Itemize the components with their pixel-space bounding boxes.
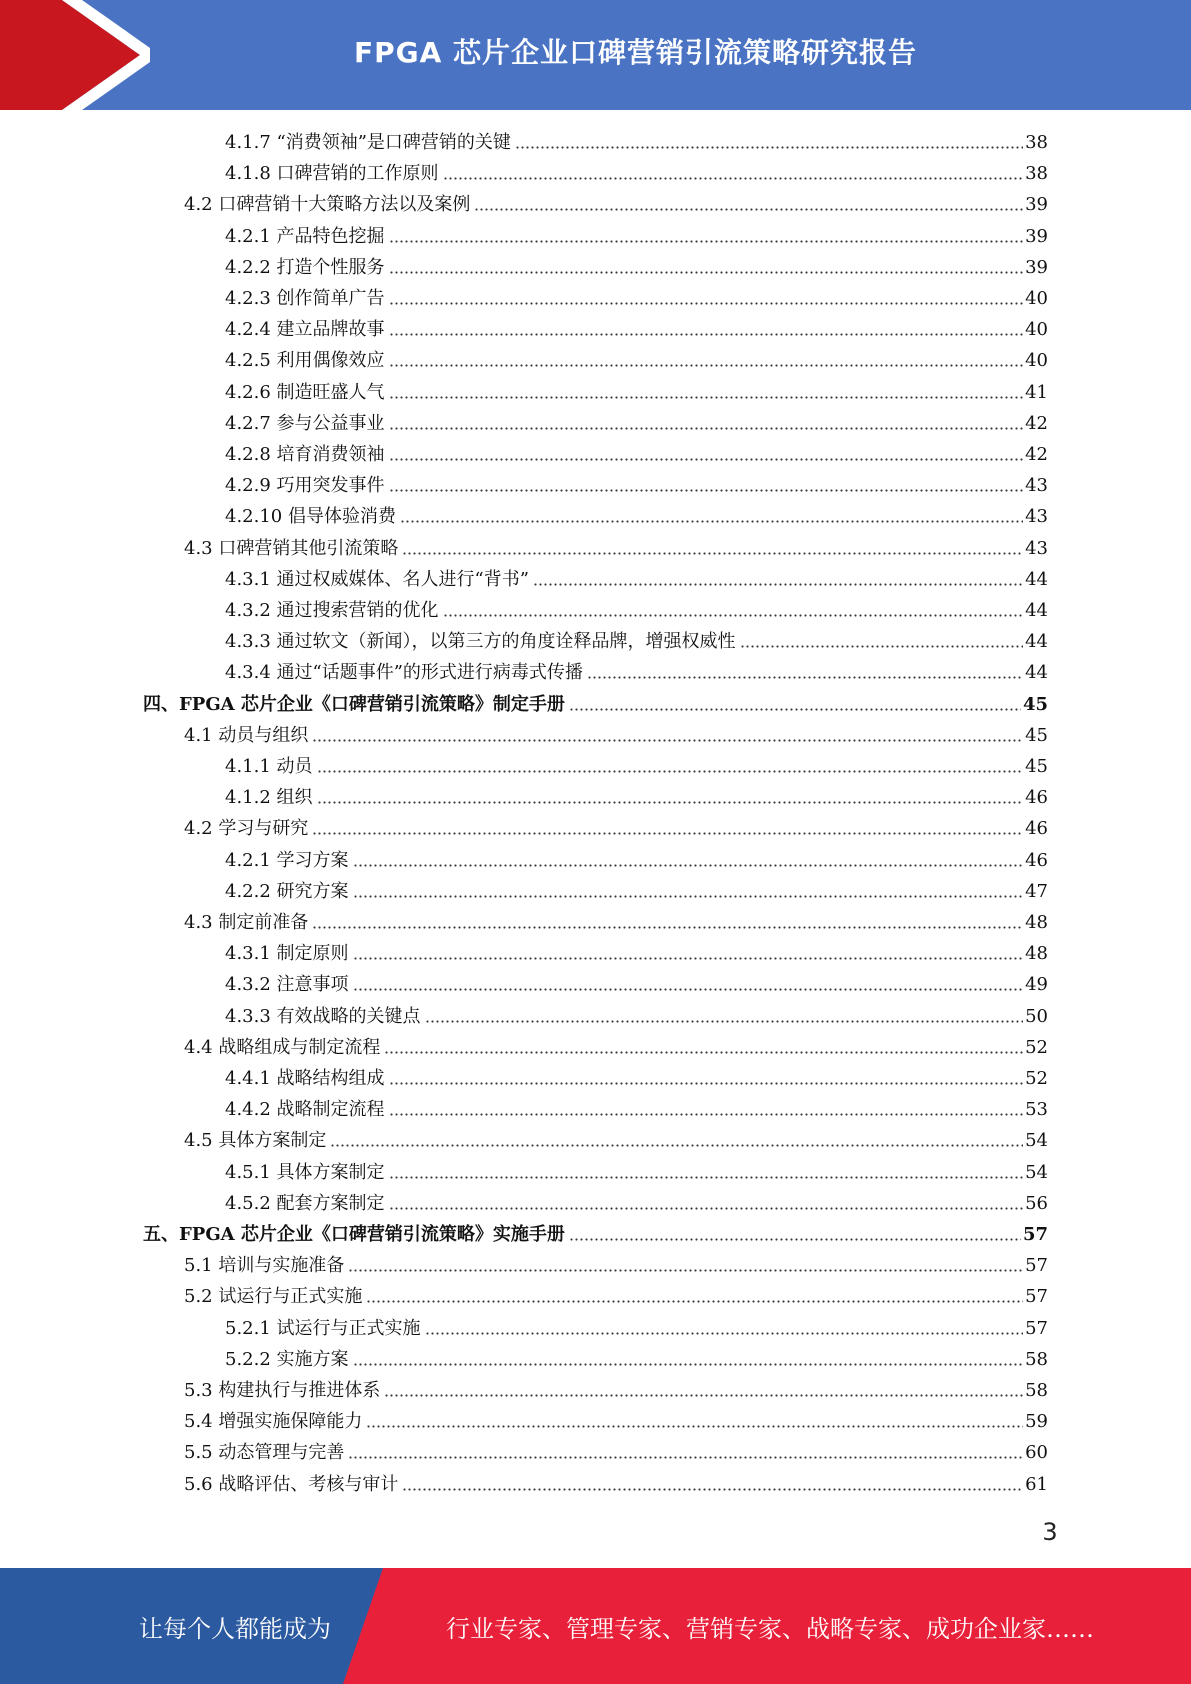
toc-entry-label: 4.5.1 具体方案制定: [225, 1161, 385, 1183]
toc-entry-label: 4.4.1 战略结构组成: [225, 1068, 385, 1089]
toc-entry-page: 56: [1025, 1192, 1048, 1214]
toc-entry-label: 4.3 口碑营销其他引流策略: [184, 537, 399, 559]
toc-entry-label: 4.2 口碑营销十大策略方法以及案例: [184, 194, 471, 216]
toc-entry-page: 40: [1025, 350, 1048, 372]
toc-entry-label: 五、FPGA 芯片企业《口碑营销引流策略》实施手册: [143, 1224, 565, 1245]
toc-entry[interactable]: [225, 657, 1048, 688]
chevron-arrow-icon: [0, 0, 150, 110]
toc-entry-page: 45: [1025, 756, 1048, 777]
toc-entry-label: 4.3.1 制定原则: [225, 943, 349, 965]
toc-entry[interactable]: [184, 1250, 1048, 1281]
toc-entry-page: 58: [1025, 1348, 1048, 1370]
dot-leader: [389, 300, 1024, 308]
toc-entry-page: 53: [1025, 1099, 1048, 1121]
toc-entry[interactable]: [225, 876, 1048, 907]
toc-entry[interactable]: [225, 595, 1048, 626]
toc-entry-label: 5.3 构建执行与推进体系: [184, 1380, 381, 1401]
toc-entry-label: 4.3.3 通过软文（新闻），以第三方的角度诠释品牌，增强权威性: [225, 631, 736, 653]
toc-entry-page: 52: [1025, 1036, 1048, 1058]
toc-entry-page: 57: [1025, 1255, 1048, 1277]
toc-entry-label: 4.4 战略组成与制定流程: [184, 1036, 381, 1058]
dot-leader: [533, 580, 1023, 588]
toc-entry-page: 44: [1025, 631, 1048, 653]
toc-entry[interactable]: [184, 1125, 1048, 1156]
dot-leader: [389, 331, 1024, 339]
toc-entry-label: 4.2.1 学习方案: [225, 849, 349, 871]
toc-entry-page: 47: [1025, 880, 1048, 902]
toc-entry[interactable]: [184, 720, 1048, 751]
dot-leader: [330, 1142, 1023, 1150]
toc-entry-page: 59: [1025, 1411, 1048, 1433]
toc-entry[interactable]: [225, 1094, 1048, 1125]
toc-entry-label: 5.2.2 实施方案: [225, 1348, 349, 1370]
dot-leader: [389, 456, 1024, 464]
dot-leader: [443, 175, 1024, 183]
toc-entry-label: 4.1.7 “消费领袖”是口碑营销的关键: [225, 132, 511, 153]
dot-leader: [353, 892, 1024, 900]
dot-leader: [389, 268, 1024, 276]
dot-leader: [353, 955, 1024, 963]
toc-entry-page: 48: [1025, 912, 1048, 933]
toc-entry-label: 4.2.4 建立品牌故事: [225, 319, 385, 341]
toc-entry-label: 4.2.7 参与公益事业: [225, 412, 385, 434]
toc-entry-label: 4.2.2 打造个性服务: [225, 256, 385, 278]
toc-entry[interactable]: [225, 252, 1048, 283]
toc-entry[interactable]: [184, 1281, 1048, 1312]
dot-leader: [317, 768, 1024, 776]
dot-leader: [425, 1329, 1024, 1337]
dot-leader: [740, 643, 1024, 651]
toc-entry[interactable]: [143, 1219, 1048, 1250]
dot-leader: [400, 518, 1023, 526]
toc-entry[interactable]: [225, 969, 1048, 1000]
toc-entry-page: 54: [1025, 1161, 1048, 1183]
toc-entry[interactable]: [184, 813, 1048, 844]
toc-entry-label: 4.1.8 口碑营销的工作原则: [225, 163, 439, 185]
dot-leader: [384, 1048, 1023, 1056]
toc-entry-label: 4.3.2 注意事项: [225, 974, 349, 996]
toc-entry[interactable]: [225, 221, 1048, 252]
toc-entry-page: 49: [1025, 974, 1048, 996]
toc-entry[interactable]: [225, 1313, 1048, 1344]
toc-entry-label: 4.1.1 动员: [225, 756, 313, 777]
page-header: [0, 0, 1191, 110]
toc-entry-label: 5.1 培训与实施准备: [184, 1255, 345, 1277]
toc-entry-page: 39: [1025, 194, 1048, 216]
toc-entry-page: 44: [1025, 662, 1048, 684]
toc-entry-label: 4.2.3 创作简单广告: [225, 288, 385, 309]
toc-entry-label: 5.2 试运行与正式实施: [184, 1286, 363, 1308]
toc-entry[interactable]: [225, 1344, 1048, 1375]
toc-entry[interactable]: [225, 439, 1048, 470]
toc-entry-page: 44: [1025, 568, 1048, 590]
toc-entry-page: 48: [1025, 943, 1048, 965]
toc-entry-page: 43: [1025, 537, 1048, 559]
toc-entry-label: 4.3.1 通过权威媒体、名人进行“背书”: [225, 568, 529, 590]
toc-entry[interactable]: [225, 1001, 1048, 1032]
dot-leader: [389, 362, 1024, 370]
toc-entry[interactable]: [225, 408, 1048, 439]
dot-leader: [389, 487, 1024, 495]
toc-entry[interactable]: [184, 1437, 1048, 1468]
dot-leader: [348, 1454, 1023, 1462]
toc-entry-label: 5.4 增强实施保障能力: [184, 1411, 363, 1433]
toc-entry-label: 4.3 制定前准备: [184, 912, 309, 933]
toc-entry-page: 50: [1025, 1005, 1048, 1027]
toc-entry-label: 4.2.9 巧用突发事件: [225, 475, 385, 497]
toc-entry-page: 54: [1025, 1130, 1048, 1152]
toc-entry-label: 5.6 战略评估、考核与审计: [184, 1473, 399, 1495]
dot-leader: [384, 1392, 1023, 1400]
dot-leader: [312, 830, 1023, 838]
toc-entry[interactable]: [225, 127, 1048, 158]
dot-leader: [474, 206, 1023, 214]
report-title: FPGA 芯片企业口碑营销引流策略研究报告: [353, 36, 918, 69]
dot-leader: [366, 1423, 1023, 1431]
dot-leader: [389, 1204, 1024, 1212]
toc-entry[interactable]: [225, 1188, 1048, 1219]
toc-entry-page: 61: [1025, 1473, 1048, 1495]
toc-entry-page: 45: [1022, 693, 1048, 715]
toc-entry-label: 4.2.10 倡导体验消费: [225, 506, 396, 528]
toc-entry-page: 44: [1025, 600, 1048, 621]
toc-entry[interactable]: [225, 377, 1048, 408]
toc-entry-label: 4.2.2 研究方案: [225, 880, 349, 902]
toc-entry-page: 57: [1025, 1317, 1048, 1339]
toc-entry-page: 38: [1025, 132, 1048, 153]
toc-entry[interactable]: [225, 283, 1048, 314]
toc-entry-page: 58: [1025, 1380, 1048, 1401]
dot-leader: [353, 1360, 1024, 1368]
toc-entry[interactable]: [225, 1063, 1048, 1094]
toc-entry[interactable]: [225, 158, 1048, 189]
toc-entry-page: 43: [1025, 475, 1048, 497]
dot-leader: [389, 1173, 1024, 1181]
toc-entry-label: 4.2.6 制造旺盛人气: [225, 381, 385, 403]
toc-entry[interactable]: [225, 845, 1048, 876]
dot-leader: [587, 674, 1023, 682]
toc-entry-label: 4.3.2 通过搜索营销的优化: [225, 600, 439, 621]
dot-leader: [348, 1267, 1023, 1275]
dot-leader: [402, 549, 1023, 557]
toc-entry[interactable]: [225, 345, 1048, 376]
dot-leader: [389, 1080, 1024, 1088]
toc-entry[interactable]: [143, 689, 1048, 720]
toc-entry-page: 52: [1025, 1068, 1048, 1089]
toc-entry[interactable]: [225, 564, 1048, 595]
toc-entry[interactable]: [225, 782, 1048, 813]
toc-entry[interactable]: [184, 1469, 1048, 1500]
toc-entry-label: 5.5 动态管理与完善: [184, 1442, 345, 1464]
dot-leader: [515, 144, 1023, 152]
toc-entry-label: 4.1 动员与组织: [184, 724, 309, 746]
page-number: 3: [1042, 1518, 1058, 1546]
toc-entry-page: 60: [1025, 1442, 1048, 1464]
toc-entry-page: 57: [1025, 1286, 1048, 1308]
toc-entry-page: 57: [1022, 1224, 1048, 1245]
toc-entry-page: 38: [1025, 163, 1048, 185]
toc-entry[interactable]: [225, 314, 1048, 345]
dot-leader: [366, 1298, 1023, 1306]
toc-entry-page: 42: [1025, 444, 1048, 465]
dot-leader: [389, 424, 1024, 432]
dot-leader: [389, 1111, 1024, 1119]
toc-entry-label: 4.2.1 产品特色挖掘: [225, 225, 385, 247]
toc-entry-page: 45: [1025, 724, 1048, 746]
toc-entry[interactable]: [184, 1375, 1048, 1406]
dot-leader: [443, 612, 1024, 620]
toc-entry-page: 39: [1025, 256, 1048, 278]
dot-leader: [312, 924, 1023, 932]
dot-leader: [317, 799, 1024, 807]
toc-entry-label: 5.2.1 试运行与正式实施: [225, 1317, 421, 1339]
toc-entry-label: 4.3.3 有效战略的关键点: [225, 1005, 421, 1027]
toc-entry[interactable]: [184, 907, 1048, 938]
toc-entry-page: 41: [1025, 381, 1048, 403]
toc-entry-page: 46: [1025, 849, 1048, 871]
toc-entry[interactable]: [225, 501, 1048, 532]
footer-slogan-right: 行业专家、管理专家、营销专家、战略专家、成功企业家……: [446, 1614, 1094, 1643]
toc-entry[interactable]: [225, 1157, 1048, 1188]
dot-leader: [569, 705, 1021, 713]
dot-leader: [389, 237, 1024, 245]
toc-entry[interactable]: [184, 1406, 1048, 1437]
toc-entry-page: 46: [1025, 787, 1048, 809]
page-footer: [0, 1568, 1191, 1684]
toc-entry-page: 43: [1025, 506, 1048, 528]
toc-entry-label: 4.3.4 通过“话题事件”的形式进行病毒式传播: [225, 662, 583, 684]
dot-leader: [389, 393, 1024, 401]
toc-entry[interactable]: [225, 626, 1048, 657]
toc-entry[interactable]: [184, 189, 1048, 220]
dot-leader: [353, 986, 1024, 994]
dot-leader: [425, 1017, 1024, 1025]
toc-entry-page: 42: [1025, 412, 1048, 434]
dot-leader: [353, 861, 1024, 869]
toc-entry-label: 4.4.2 战略制定流程: [225, 1099, 385, 1121]
toc-entry[interactable]: [184, 1032, 1048, 1063]
toc-entry-label: 4.2.8 培育消费领袖: [225, 444, 385, 465]
toc-entry-label: 4.5.2 配套方案制定: [225, 1192, 385, 1214]
toc-entry[interactable]: [225, 938, 1048, 969]
toc-entry-label: 4.1.2 组织: [225, 787, 313, 809]
toc-entry-page: 46: [1025, 818, 1048, 840]
toc-entry[interactable]: [225, 751, 1048, 782]
toc-entry[interactable]: [225, 470, 1048, 501]
toc-entry-label: 4.5 具体方案制定: [184, 1130, 327, 1152]
toc-entry[interactable]: [184, 533, 1048, 564]
toc-entry-page: 39: [1025, 225, 1048, 247]
toc-entry-label: 4.2.5 利用偶像效应: [225, 350, 385, 372]
toc-entry-label: 4.2 学习与研究: [184, 818, 309, 840]
footer-slogan-left: 让每个人都能成为: [139, 1614, 331, 1643]
toc-entry-page: 40: [1025, 288, 1048, 309]
dot-leader: [569, 1236, 1021, 1244]
toc-entry-page: 40: [1025, 319, 1048, 341]
dot-leader: [402, 1485, 1023, 1493]
toc-entry-label: 四、FPGA 芯片企业《口碑营销引流策略》制定手册: [143, 693, 565, 715]
dot-leader: [312, 736, 1023, 744]
